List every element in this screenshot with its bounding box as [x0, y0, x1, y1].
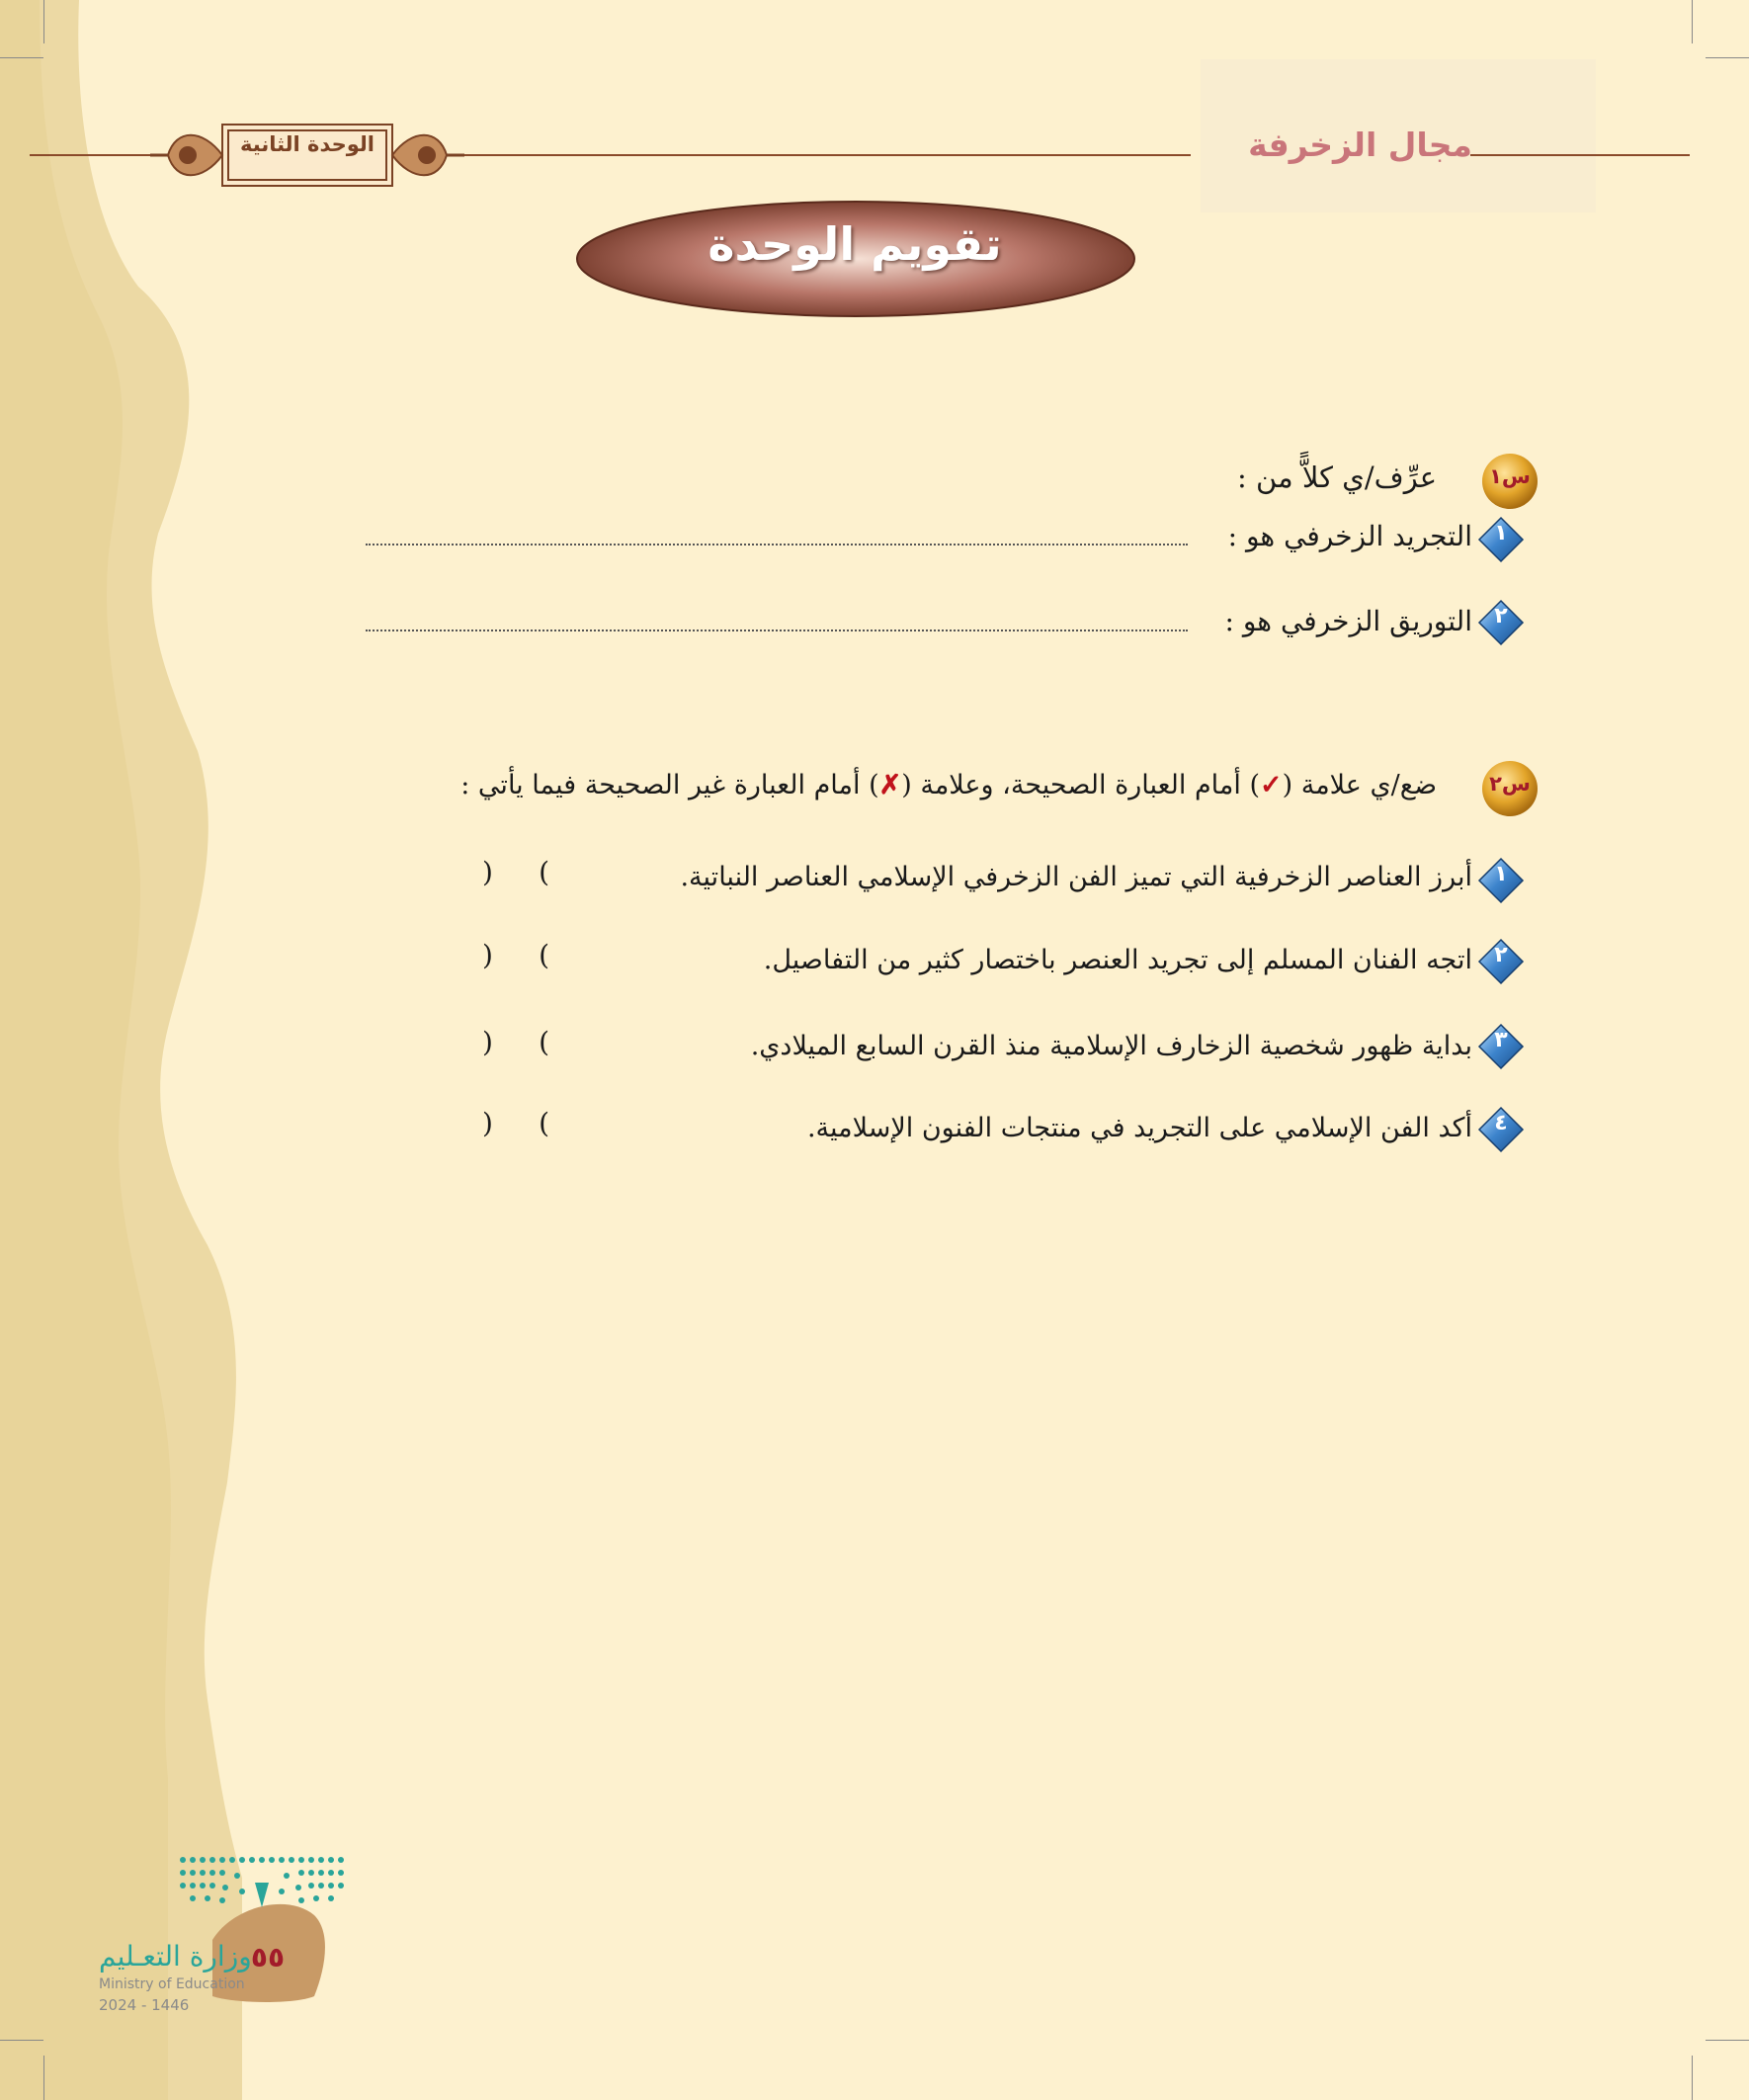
q2-item-3-number: ٣ [1494, 1028, 1508, 1052]
paren-right: ( [539, 1026, 549, 1058]
check-mark-icon: ✓ [1259, 770, 1283, 800]
q2-text-part-b: ) أمام العبارة الصحيحة، وعلامة ( [901, 770, 1260, 800]
answer-box[interactable] [482, 856, 549, 888]
q1-item-1-number: ١ [1494, 521, 1508, 546]
crop-mark [0, 2040, 43, 2041]
question-2-badge: س٢ [1489, 772, 1531, 796]
q2-item-3-text: بداية ظهور شخصية الزخارف الإسلامية منذ القرن السابع الميلادي. [750, 1031, 1472, 1061]
crop-mark [1692, 2056, 1693, 2100]
unit-title: الوحدة الثانية [240, 132, 375, 156]
answer-line[interactable] [366, 630, 1188, 631]
q1-item-2-number: ٢ [1494, 604, 1508, 629]
page-title: تقويم الوحدة [708, 217, 1002, 271]
crop-mark [0, 57, 43, 58]
crop-mark [1706, 2040, 1749, 2041]
q2-item-4-text: أكد الفن الإسلامي على التجريد في منتجات الفنون الإسلامية. [806, 1113, 1472, 1143]
ministry-name-arabic: وزارة التعـليم [99, 1940, 252, 1973]
page-number: ٥٥ [250, 1941, 286, 1974]
answer-line[interactable] [366, 544, 1188, 546]
paren-right: ( [539, 939, 549, 971]
paren-right: ( [539, 856, 549, 888]
ministry-name-english: Ministry of Education [99, 1976, 245, 1992]
question-2-text [460, 770, 1437, 800]
answer-box[interactable] [482, 1107, 549, 1139]
q2-text-part-a: ضع/ي علامة ( [1282, 770, 1437, 800]
crop-mark [1706, 57, 1749, 58]
paren-left: ) [482, 1026, 493, 1058]
edition-year: 2024 - 1446 [99, 1996, 190, 2014]
crop-mark [1692, 0, 1693, 43]
q1-item-1-text: التجريد الزخرفي هو : [1227, 520, 1472, 552]
paren-right: ( [539, 1107, 549, 1139]
crop-mark [43, 2056, 44, 2100]
paren-left: ) [482, 856, 493, 888]
answer-box[interactable] [482, 1026, 549, 1058]
answer-box[interactable] [482, 939, 549, 971]
q2-item-4-number: ٤ [1494, 1111, 1508, 1135]
q2-text-part-c: ) أمام العبارة غير الصحيحة فيما يأتي : [460, 770, 879, 800]
question-1-text: عرِّف/ي كلاًّ من : [1237, 461, 1437, 494]
question-1-badge: س١ [1489, 464, 1531, 488]
crop-mark [43, 0, 44, 43]
paren-left: ) [482, 1107, 493, 1139]
q2-item-2-number: ٢ [1494, 943, 1508, 967]
q1-item-2-text: التوريق الزخرفي هو : [1224, 605, 1472, 637]
cross-mark-icon: ✗ [878, 770, 902, 800]
q2-item-2-text: اتجه الفنان المسلم إلى تجريد العنصر باختصار كثير من التفاصيل. [763, 945, 1472, 975]
q2-item-1-text: أبرز العناصر الزخرفية التي تميز الفن الزخرفي الإسلامي العناصر النباتية. [680, 862, 1472, 892]
paren-left: ) [482, 939, 493, 971]
q2-item-1-number: ١ [1494, 862, 1508, 886]
field-title: مجال الزخرفة [1248, 126, 1472, 164]
